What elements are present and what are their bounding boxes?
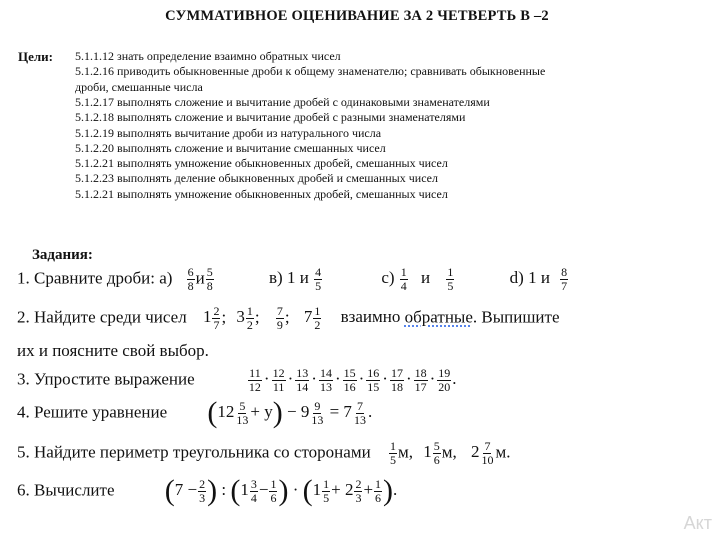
fraction: $\frac{4}{5}$ — [315, 265, 322, 293]
fraction: $\frac{13}{14}$ — [296, 366, 309, 394]
multiply-dot: · — [287, 369, 294, 389]
fraction: $\frac{2}{7}$ — [213, 304, 220, 332]
unit: м. — [495, 442, 511, 462]
goal-item: 5.1.2.23 выполнять деление обыкновенных дробей и смешанных чисел — [75, 171, 438, 186]
fraction: $\frac{12}{11}$ — [272, 366, 285, 394]
page-title: СУММАТИВНОЕ ОЦЕНИВАНИЕ ЗА 2 ЧЕТВЕРТЬ В –2 — [165, 8, 549, 24]
task-4 — [17, 396, 373, 430]
task-2-text-underlined: обратные — [404, 307, 473, 327]
fraction: $\frac{17}{18}$ — [390, 366, 403, 394]
task-2-label: 2. Найдите среди чисел — [17, 307, 187, 327]
task-6-label: 6. Вычислите — [17, 480, 115, 500]
product-expression — [247, 366, 457, 394]
fraction: $\frac{19}{20}$ — [438, 366, 451, 394]
fraction: $\frac{18}{17}$ — [414, 366, 427, 394]
fraction: $\frac{1}{5}$ — [389, 439, 396, 467]
equation: (12 $\frac{5}{13}$ + y) − 9 $\frac{9}{13}$ = 7 $\frac{7}{13}$ . — [207, 396, 373, 430]
task-2 — [17, 305, 560, 332]
multiply-dot: · — [405, 369, 412, 389]
whole-part: 3 — [236, 307, 245, 327]
fraction: $\frac{5}{8}$ — [206, 265, 213, 293]
fraction: $\frac{15}{16}$ — [343, 366, 356, 394]
goal-item: 5.1.2.18 выполнять сложение и вычитание дробей с разными знаменателями — [75, 110, 466, 125]
whole-part: 1 — [202, 307, 212, 327]
goal-item: 5.1.2.17 выполнять сложение и вычитание дробей с одинаковыми знаменателями — [75, 94, 490, 109]
fraction: $\frac{7}{9}$ — [276, 304, 283, 332]
multiply-dot: · — [382, 369, 388, 389]
task-4-label: 4. Решите уравнение — [17, 402, 168, 422]
task-5 — [17, 440, 510, 467]
task-1-label: 1. Сравните дроби: а) — [17, 268, 173, 288]
whole-part: 2 — [470, 442, 480, 462]
goals-label: Цели: — [18, 49, 53, 64]
task-5-label: 5. Найдите периметр треугольника со сторонами — [17, 442, 371, 462]
task-1-d-label: d) 1 и — [509, 268, 550, 288]
and-word: и — [421, 268, 431, 288]
fraction: $\frac{16}{15}$ — [367, 366, 380, 394]
fraction: $\frac{7}{10}$ — [481, 439, 494, 467]
task-2-text: взаимно — [340, 307, 401, 327]
multiply-dot: · — [429, 369, 436, 389]
watermark-text: Акт — [683, 513, 712, 533]
expression: (7 − $\frac{2}{3}$ ) : (1 $\frac{3}{4}$ − $\frac{1}{6}$ ) · (1 $\frac{1}{5}$ + 2 $\frac{2}{3}$ + $\frac{1}{6}$ ). — [164, 474, 398, 508]
fraction: $\frac{6}{8}$ — [187, 265, 194, 293]
goal-item: 5.1.1.12 знать определение взаимно обратных чисел — [75, 49, 341, 63]
goal-item: 5.1.2.16 приводить обыкновенные дроби к общему знаменателю; сравнивать обыкновенные — [75, 64, 546, 79]
separator: ; — [254, 307, 260, 327]
task-3-label: 3. Упростите выражение — [17, 369, 195, 389]
goal-item: 5.1.2.21 выполнять умножение обыкновенных дробей, смешанных чисел — [75, 186, 448, 201]
task-3 — [17, 367, 457, 394]
fraction: $\frac{8}{7}$ — [561, 265, 568, 293]
separator: ; — [221, 307, 227, 327]
fraction: $\frac{14}{13}$ — [319, 366, 332, 394]
task-6 — [17, 474, 398, 508]
fraction: $\frac{1}{4}$ — [400, 265, 407, 293]
multiply-dot: · — [358, 369, 365, 389]
multiply-dot: · — [263, 369, 270, 389]
task-1-c-label: с) — [381, 268, 395, 288]
task-2-line-2: их и поясните свой выбор. — [17, 341, 209, 360]
fraction: $\frac{1}{2}$ — [246, 304, 253, 332]
task-1 — [17, 266, 569, 293]
fraction: $\frac{1}{5}$ — [447, 265, 454, 293]
goal-item: дроби, смешанные числа — [75, 79, 203, 94]
and-word: и — [195, 268, 205, 288]
whole-part: 7 — [303, 307, 313, 327]
whole-part: 1 — [423, 442, 432, 462]
task-2-text: . Выпишите — [472, 307, 560, 327]
goal-item: 5.1.2.21 выполнять умножение обыкновенных дробей, смешанных чисел — [75, 156, 448, 171]
multiply-dot: · — [334, 369, 341, 389]
goal-item: 5.1.2.19 выполнять вычитание дроби из натурального числа — [75, 125, 382, 140]
period: . — [452, 369, 457, 389]
fraction: $\frac{5}{6}$ — [433, 439, 440, 467]
multiply-dot: · — [311, 369, 317, 389]
fraction: $\frac{11}{12}$ — [248, 366, 261, 394]
task-1-b-label: в) 1 и — [269, 268, 309, 288]
tasks-heading: Задания: — [32, 247, 93, 263]
separator: ; — [284, 307, 290, 327]
unit: м, — [397, 442, 413, 462]
goal-item: 5.1.2.20 выполнять сложение и вычитание смешанных чисел — [75, 140, 386, 155]
fraction: $\frac{1}{2}$ — [314, 304, 321, 332]
unit: м, — [441, 442, 457, 462]
